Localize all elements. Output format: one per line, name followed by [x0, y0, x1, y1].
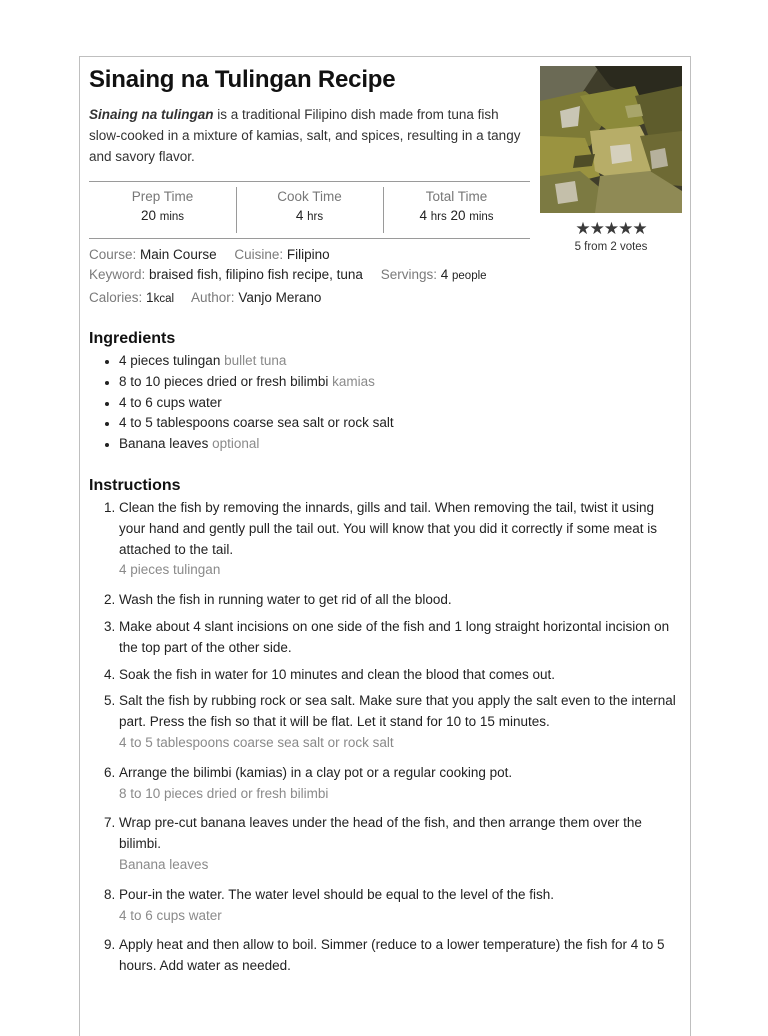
- ingredient-item: [119, 413, 394, 434]
- prep-time-value: 20: [140, 208, 156, 223]
- recipe-times: [89, 181, 530, 239]
- ingredients-list: [89, 351, 394, 455]
- ingredient-text: 8 to 10 pieces dried or fresh bilimbi: [119, 373, 329, 389]
- prep-time: [89, 182, 236, 238]
- rating-stars[interactable]: ★★★★★: [575, 219, 647, 238]
- instruction-step: [119, 885, 679, 927]
- rating-votes: 5 from 2 votes: [574, 241, 648, 253]
- ingredient-item: [119, 434, 394, 455]
- instruction-step: [119, 590, 679, 611]
- instruction-text: Apply heat and then allow to boil. Simmer (reduce to a lower temperature) the fish for 4 to 5 hours. Add water as needed.: [119, 937, 665, 974]
- instruction-ingredient-ref: 4 to 6 cups water: [119, 907, 222, 923]
- recipe-card: [79, 56, 691, 1036]
- total-time-minutes: 20: [450, 208, 466, 223]
- instruction-ingredient-ref: 8 to 10 pieces dried or fresh bilimbi: [119, 785, 329, 801]
- instruction-text: Wash the fish in running water to get rid of all the blood.: [119, 592, 452, 608]
- keyword-label: Keyword:: [89, 267, 146, 282]
- instruction-text: Soak the fish in water for 10 minutes and clean the blood that comes out.: [119, 666, 556, 682]
- ingredient-item: [119, 351, 394, 372]
- ingredient-text: 4 to 5 tablespoons coarse sea salt or rock salt: [119, 415, 394, 431]
- servings-value[interactable]: 4: [440, 267, 449, 282]
- instruction-ingredient-ref: Banana leaves: [119, 856, 209, 872]
- cuisine-value: Filipino: [286, 247, 330, 262]
- course-value: Main Course: [140, 247, 217, 262]
- instruction-text: Arrange the bilimbi (kamias) in a clay pot or a regular cooking pot.: [119, 764, 513, 780]
- instruction-ingredient-ref: 4 to 5 tablespoons coarse sea salt or rock salt: [119, 734, 394, 750]
- calories-label: Calories:: [89, 290, 143, 305]
- recipe-title: Sinaing na Tulingan Recipe: [89, 66, 396, 93]
- calories-unit: kcal: [153, 293, 175, 305]
- prep-time-label: Prep Time: [131, 189, 194, 204]
- ingredient-text: 4 to 6 cups water: [119, 394, 222, 410]
- instruction-text: Wrap pre-cut banana leaves under the head of the fish, and then arrange them over the bilimbi.: [119, 815, 642, 852]
- meta-row-calories: [89, 290, 321, 305]
- instruction-text: Make about 4 slant incisions on one side of the fish and 1 long straight horizontal incision on the top part of the other side.: [119, 618, 670, 655]
- author-value: Vanjo Merano: [238, 290, 322, 305]
- total-time: [383, 182, 530, 238]
- instructions-heading: Instructions: [89, 477, 181, 494]
- servings-unit: people: [452, 270, 487, 282]
- cuisine-label: Cuisine:: [234, 247, 284, 262]
- instruction-step: [119, 763, 679, 805]
- recipe-photo-image: [540, 66, 682, 213]
- ingredient-item: [119, 372, 394, 393]
- instruction-step: [119, 617, 679, 659]
- cook-time: [236, 182, 383, 238]
- instruction-step: [119, 665, 679, 686]
- summary-text: is a traditional Filipino dish made from tuna fish slow-cooked in a mixture of kamias, salt, and spices, resulting in a tangy and savory flavor.: [89, 107, 521, 164]
- instruction-step: [119, 498, 679, 581]
- cook-time-unit: hrs: [307, 211, 324, 223]
- course-label: Course:: [89, 247, 137, 262]
- ingredients-heading: Ingredients: [89, 330, 176, 347]
- cook-time-label: Cook Time: [277, 189, 342, 204]
- meta-row-course: [89, 247, 330, 262]
- keyword-value: braised fish, filipino fish recipe, tuna: [149, 267, 363, 282]
- ingredient-note: bullet tuna: [224, 353, 287, 368]
- instruction-step: [119, 813, 679, 875]
- servings-label: Servings:: [380, 267, 437, 282]
- instruction-step: [119, 691, 679, 753]
- instruction-step: [119, 935, 679, 977]
- ingredient-text: Banana leaves: [119, 436, 209, 452]
- author-label: Author:: [191, 290, 235, 305]
- cook-time-value: 4: [295, 208, 304, 223]
- instruction-text: Clean the fish by removing the innards, gills and tail. When removing the tail, twist it using your hand and gently pull the tail out. You will know that you did it correctly if some meat is attached to the tail.: [119, 500, 658, 557]
- total-time-hours-unit: hrs: [430, 211, 447, 223]
- recipe-summary: [89, 104, 529, 167]
- total-time-hours: 4: [419, 208, 427, 223]
- total-time-label: Total Time: [425, 189, 488, 204]
- ingredient-text: 4 pieces tulingan: [119, 353, 221, 368]
- total-time-minutes-unit: mins: [469, 211, 494, 223]
- instructions-list: [89, 498, 679, 983]
- instruction-text: Pour-in the water. The water level should be equal to the level of the fish.: [119, 886, 555, 902]
- meta-row-keyword: [89, 267, 487, 282]
- ingredient-note: kamias: [332, 373, 375, 389]
- summary-lead: Sinaing na tulingan: [89, 107, 214, 122]
- instruction-text: Salt the fish by rubbing rock or sea salt. Make sure that you apply the salt even to the internal part. Press the fish so that it will be flat. Let it stand for 10 to 15 minutes.: [119, 693, 676, 730]
- instruction-ingredient-ref: 4 pieces tulingan: [119, 562, 221, 578]
- ingredient-item: [119, 393, 394, 414]
- prep-time-unit: mins: [159, 211, 185, 223]
- ingredient-note: optional: [212, 436, 260, 452]
- recipe-photo: [540, 66, 682, 213]
- calories-value: 1: [146, 290, 154, 305]
